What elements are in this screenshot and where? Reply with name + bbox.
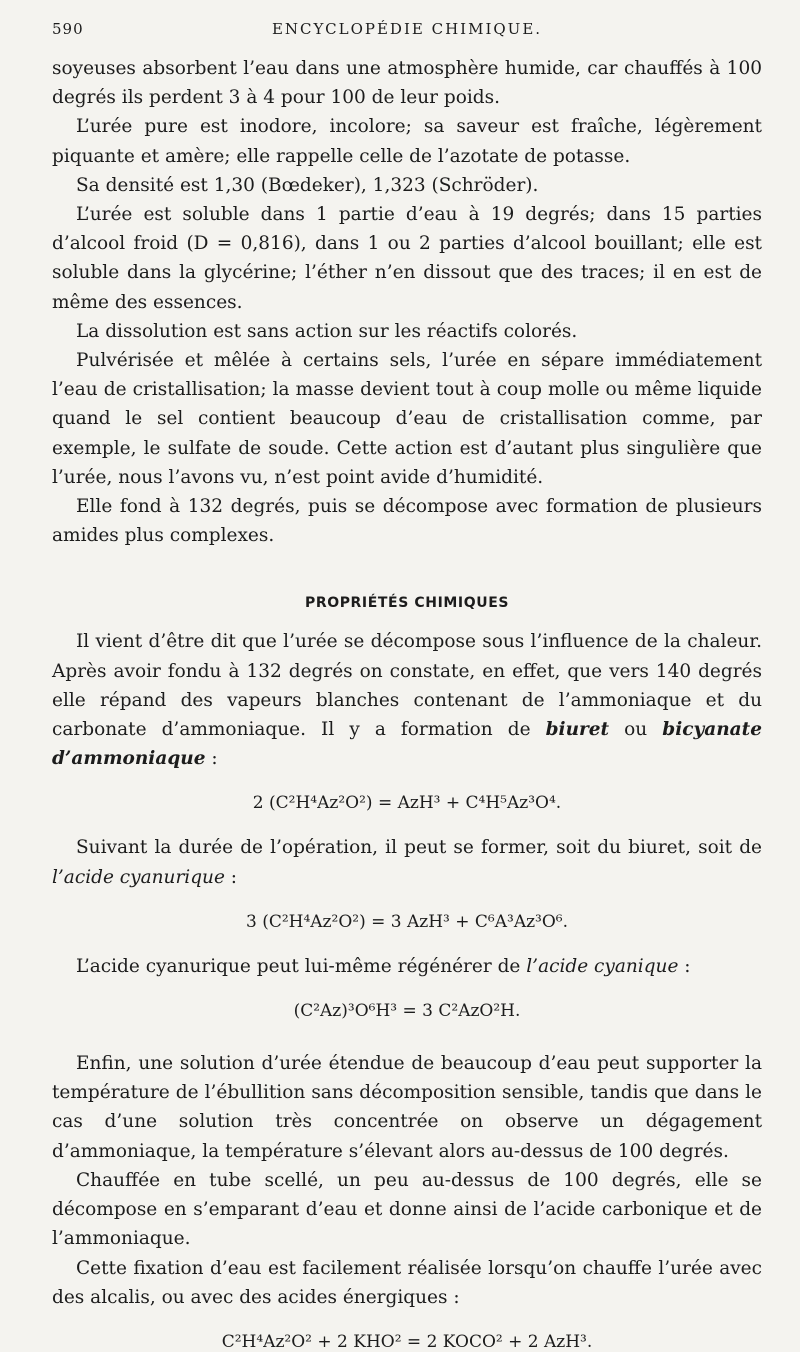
paragraph-8: [52, 627, 762, 773]
paragraph-1: soyeuses absorbent l’eau dans une atmosphère humide, car chauffés à 100 degrés ils perdent 3 à 4 pour 100 de leur poids.: [52, 58, 762, 109]
paragraph-7: Elle fond à 132 degrés, puis se décompose avec formation de plusieurs amides plus complexes.: [52, 496, 762, 547]
paragraph-10-end: :: [678, 955, 691, 977]
paragraph-10: [52, 952, 762, 981]
paragraph-12: Chauffée en tube scellé, un peu au-dessus de 100 degrés, elle se décompose en s’emparant d’eau et donne ainsi de l’acide carbonique et de l’ammoniaque.: [52, 1169, 762, 1250]
formula-potasse: C²H⁴Az²O² + 2 KHO² = 2 KOCO² + 2 AzH³.: [221, 1331, 593, 1352]
section-title: PROPRIÉTÉS CHIMIQUES: [304, 595, 510, 612]
paragraph-13: Cette fixation d’eau est facilement réalisée lorsqu’on chauffe l’urée avec des alcalis, ou avec des acides énergiques :: [52, 1257, 762, 1308]
paragraph-6: Pulvérisée et mêlée à certains sels, l’urée en sépare immédiatement l’eau de cristallisation; la masse devient tout à coup molle ou même liquide quand le sel contient beaucoup d’eau de cristallisation comme, par exemple, le sulfate de soude. Cette action est d’autant plus singulière que l’urée, nous l’avons vu, n’est point avide d’humidité.: [52, 350, 762, 488]
formula-biuret: 2 (C²H⁴Az²O²) = AzH³ + C⁴H⁵Az³O⁴.: [252, 793, 562, 814]
paragraph-10-text: L’acide cyanurique peut lui-même régénérer de: [76, 955, 521, 977]
paragraph-5: La dissolution est sans action sur les réactifs colorés.: [76, 320, 578, 342]
running-title: ENCYCLOPÉDIE CHIMIQUE.: [271, 20, 543, 38]
paragraph-2: L’urée pure est inodore, incolore; sa saveur est fraîche, légèrement piquante et amère; elle rappelle celle de l’azotate de potasse.: [52, 116, 762, 167]
paragraph-11: Enfin, une solution d’urée étendue de beaucoup d’eau peut supporter la température de l’ébullition sans décomposition sensible, tandis que dans le cas d’une solution très concentrée on observe un dégagement d’ammoniaque, la température s’élevant alors au-dessus de 100 degrés.: [52, 1053, 762, 1162]
term-biuret: biuret: [545, 719, 610, 741]
paragraph-8-text: Il vient d’être dit que l’urée se décompose sous l’influence de la chaleur. Après avoir fondu à 132 degrés on constate, en effet, que vers 140 degrés elle répand des vapeurs blanches contenant de l’ammoniaque et du carbonate d’ammoniaque. Il y a formation de: [52, 631, 762, 741]
formula-cyanurique: 3 (C²H⁴Az²O²) = 3 AzH³ + C⁶A³Az³O⁶.: [245, 911, 569, 932]
page-header: [52, 20, 762, 44]
term-bicyanate: bicyanate d’ammoniaque: [52, 719, 762, 770]
paragraph-4: L’urée est soluble dans 1 partie d’eau à 19 degrés; dans 15 parties d’alcool froid (D = 0,816), dans 1 ou 2 parties d’alcool bouillant; elle est soluble dans la glycérine; l’éther n’en dissout que des traces; il en est de même des essences.: [52, 204, 762, 313]
paragraph-9-text: Suivant la durée de l’opération, il peut se former, soit du biuret, soit de: [76, 837, 762, 859]
paragraph-9: [52, 833, 762, 891]
conjunction-ou: ou: [609, 719, 663, 741]
paragraph-8-end: :: [205, 748, 218, 770]
term-acide-cyanique: l’acide cyanique: [526, 955, 679, 977]
paragraph-3: Sa densité est 1,30 (Bœdeker), 1,323 (Schröder).: [76, 174, 539, 196]
paragraph-9-end: :: [224, 866, 238, 888]
formula-cyanique: (C²Az)³O⁶H³ = 3 C²AzO²H.: [293, 1001, 521, 1022]
term-acide-cyanurique: l’acide cyanurique: [52, 866, 225, 888]
page-number: 590: [52, 20, 84, 38]
